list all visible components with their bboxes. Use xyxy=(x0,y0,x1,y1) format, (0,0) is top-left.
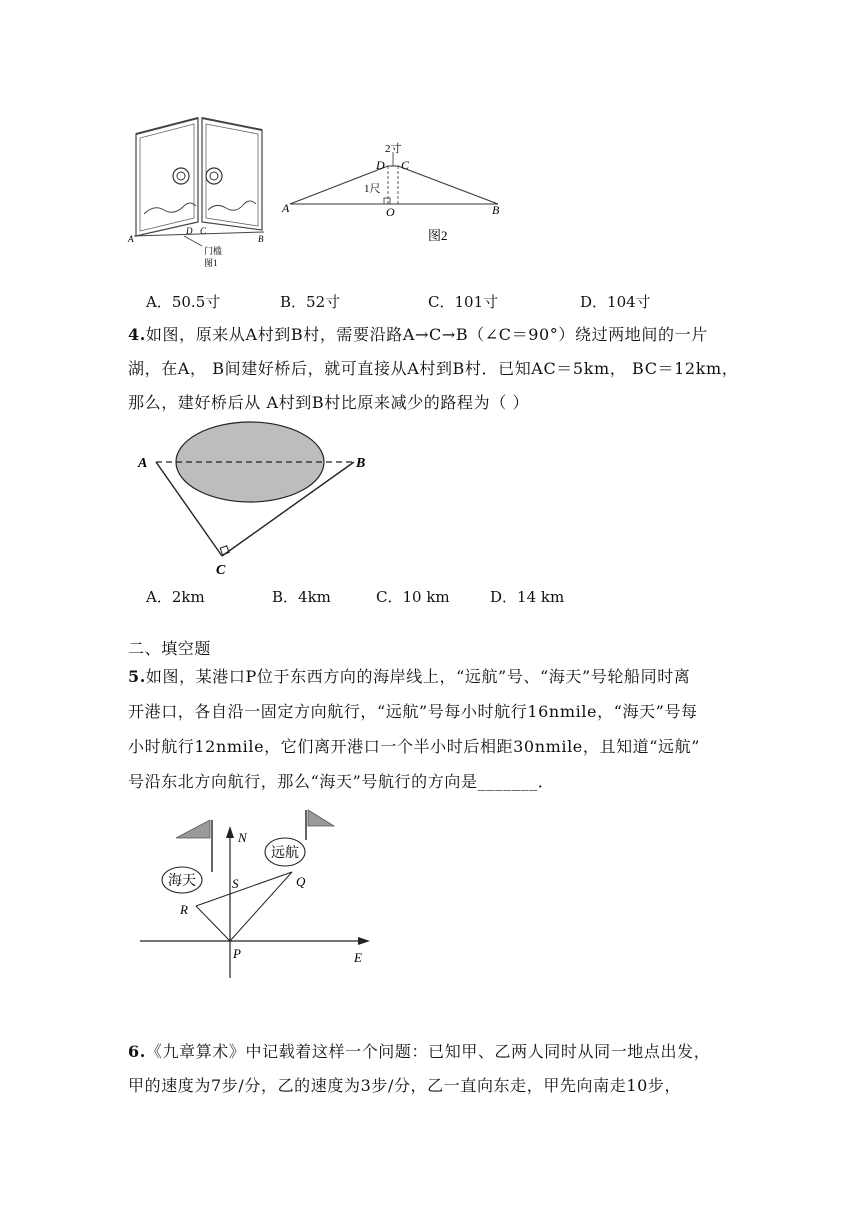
q5-fig-label-p: P xyxy=(233,946,241,961)
fig2-label-2cun: 2寸 xyxy=(385,143,402,155)
q5-fig-label-q: Q xyxy=(296,874,306,889)
q5-fig-label-s: S xyxy=(232,876,239,891)
q3-option-a: A．50.5寸 xyxy=(146,293,221,311)
fig1-label-threshold: 门槛 xyxy=(204,246,223,256)
q6-text-line-1: 6.《九章算术》中记载着这样一个问题：已知甲、乙两人同时从同一地点出发， xyxy=(128,1042,711,1061)
q6-text-line-2: 甲的速度为7步/分，乙的速度为3步/分，乙一直向东走，甲先向南走10步， xyxy=(128,1076,682,1095)
q3-figure-2 xyxy=(280,136,520,254)
q5-figure xyxy=(140,800,380,990)
q4-text-line-2: 湖，在A， B间建好桥后，就可直接从A村到B村．已知AC＝5km， BC＝12km， xyxy=(128,359,739,378)
q5-text-line-4: 号沿东北方向航行，那么“海天”号航行的方向是_______． xyxy=(128,772,555,791)
fig2-label-a: A xyxy=(282,201,290,215)
q4-option-d: D．14 km xyxy=(490,588,565,606)
q4-fig-label-b: B xyxy=(356,456,366,471)
fig1-label-b: B xyxy=(258,234,264,244)
fig2-label-1chi: 1尺 xyxy=(364,183,381,195)
section-title: 二、填空题 xyxy=(128,639,212,658)
fig2-label-o: O xyxy=(386,205,395,219)
q4-text-line-1: 4.如图，原来从A村到B村，需要沿路A→C→B（∠C＝90°）绕过两地间的一片 xyxy=(128,325,708,344)
q3-option-c: C．101寸 xyxy=(428,293,499,311)
q4-option-c: C．10 km xyxy=(376,588,450,606)
q5-text-line-2: 开港口，各自沿一固定方向航行，“远航”号每小时航行16nmile，“海天”号每 xyxy=(128,702,698,721)
q5-text-line-1: 5.如图，某港口P位于东西方向的海岸线上，“远航”号、“海天”号轮船同时离 xyxy=(128,667,691,686)
q5-fig-label-yuanhang: 远航 xyxy=(271,846,299,861)
q3-figure-1 xyxy=(124,114,274,274)
q4-fig-label-c: C xyxy=(216,563,226,578)
q5-text-line-3: 小时航行12nmile，它们离开港口一个半小时后相距30nmile，且知道“远航” xyxy=(128,737,701,756)
q3-option-b: B．52寸 xyxy=(280,293,341,311)
q3-option-d: D．104寸 xyxy=(580,293,651,311)
q4-figure xyxy=(130,420,380,580)
q5-fig-label-e: E xyxy=(354,950,362,965)
q5-fig-label-r: R xyxy=(180,902,188,917)
q4-option-b: B．4km xyxy=(272,588,331,606)
fig2-label-c: C xyxy=(401,158,410,172)
fig1-caption: 图1 xyxy=(204,258,218,268)
q4-option-a: A．2km xyxy=(146,588,205,606)
fig2-label-d: D xyxy=(376,158,385,172)
fig2-caption: 图2 xyxy=(428,228,448,243)
fig1-label-c: C xyxy=(200,226,207,236)
q4-text-line-3: 那么，建好桥后从 A村到B村比原来减少的路程为（ ） xyxy=(128,393,530,412)
fig2-label-b: B xyxy=(492,203,500,217)
fig1-label-d: D xyxy=(186,226,193,236)
q5-fig-label-n: N xyxy=(238,830,247,845)
fig1-label-a: A xyxy=(128,234,134,244)
q5-fig-label-haitian: 海天 xyxy=(168,874,196,889)
q4-fig-label-a: A xyxy=(138,456,148,471)
